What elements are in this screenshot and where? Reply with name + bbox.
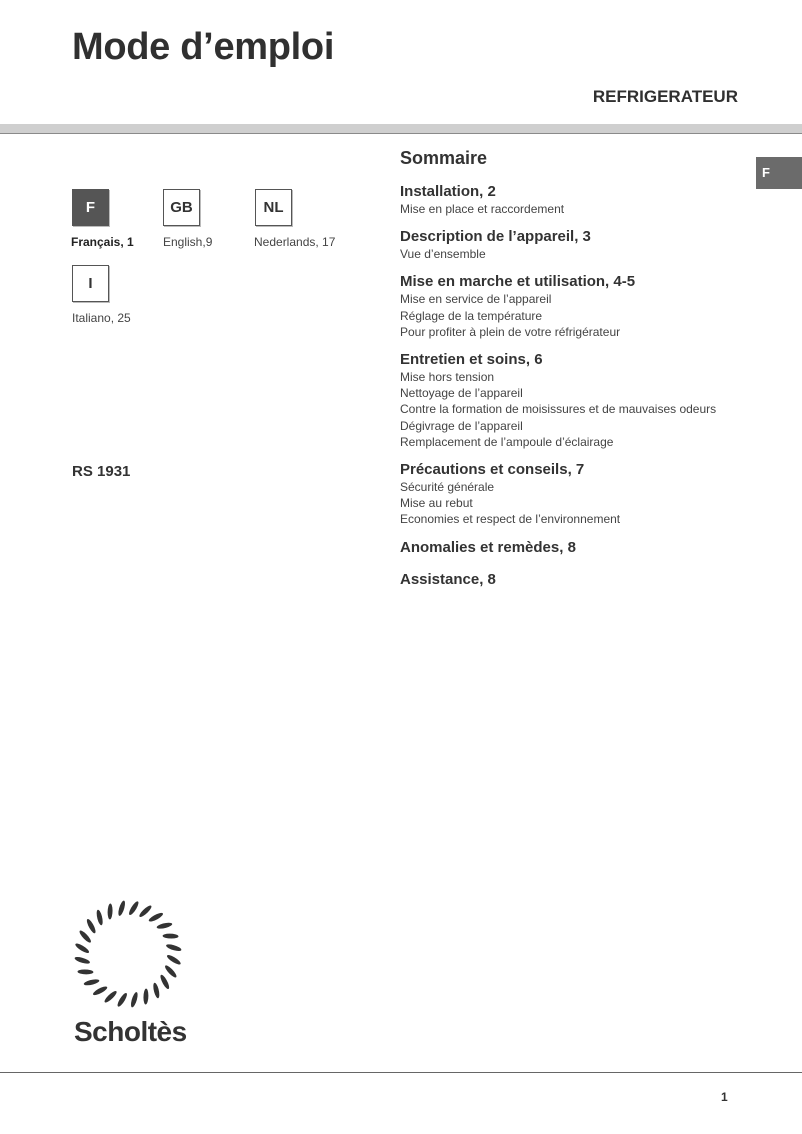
page-title: Mode d’emploi (72, 26, 335, 68)
lang-label-gb: English,9 (163, 235, 213, 249)
lang-box-f: F (72, 189, 109, 226)
sun-ray (116, 992, 129, 1007)
sun-ray (95, 909, 103, 927)
lang-label-nl: Nederlands, 17 (254, 235, 336, 249)
sun-ray (91, 985, 109, 996)
sun-ray (155, 921, 173, 929)
lang-label-i: Italiano, 25 (72, 311, 131, 325)
toc-section-title: Anomalies et remèdes, 8 (400, 538, 576, 556)
toc-section (400, 183, 760, 217)
toc-item: Mise au rebut (400, 496, 473, 511)
brand-wordmark: Scholtès (74, 1016, 187, 1047)
sun-ray (143, 988, 148, 1005)
header-divider (0, 124, 802, 134)
sun-ray (103, 990, 119, 1004)
toc-section-title: Installation, 2 (400, 183, 496, 200)
language-side-tab: F (756, 157, 802, 189)
sun-ray (75, 956, 91, 965)
sun-ray (162, 934, 179, 939)
toc-item: Vue d’ensemble (400, 247, 486, 262)
lang-label-f: Français, 1 (71, 235, 134, 249)
toc-item: Réglage de la température (400, 308, 543, 323)
toc-item: Remplacement de l’ampoule d’éclairage (400, 434, 614, 449)
footer-divider (0, 1072, 802, 1073)
toc-section (400, 351, 760, 450)
sun-ray (166, 953, 181, 966)
toc-item: Mise en service de l’appareil (400, 292, 552, 307)
toc-section (400, 273, 760, 340)
page-number: 1 (721, 1090, 728, 1104)
brand-sunburst-icon (70, 896, 186, 1012)
lang-box-gb: GB (163, 189, 200, 226)
sun-ray (138, 904, 154, 918)
toc-item: Economies et respect de l’environnement (400, 512, 621, 527)
lang-box-nl: NL (255, 189, 292, 226)
sun-ray (130, 992, 139, 1008)
sun-ray (75, 942, 90, 955)
toc-section (400, 228, 760, 262)
toc-section-title: Assistance, 8 (400, 570, 496, 588)
sun-ray (166, 943, 182, 952)
sun-ray (152, 981, 160, 999)
sun-ray (117, 901, 126, 917)
toc-item: Contre la formation de moisissures et de mauvaises odeurs (400, 402, 717, 417)
sun-ray (77, 969, 94, 974)
toc-section-title: Entretien et soins, 6 (400, 351, 543, 369)
toc-item: Sécurité générale (400, 480, 495, 495)
sun-ray (108, 903, 113, 920)
sun-ray (147, 912, 165, 923)
toc-section-title: Mise en marche et utilisation, 4-5 (400, 273, 636, 291)
toc-heading: Sommaire (400, 148, 488, 168)
toc-item: Dégivrage de l’appareil (400, 418, 523, 433)
table-of-contents (400, 148, 760, 600)
toc-item: Mise hors tension (400, 370, 495, 385)
product-type: REFRIGERATEUR (592, 87, 738, 106)
sun-ray (78, 929, 92, 945)
sun-ray (159, 973, 170, 991)
sun-ray (164, 964, 178, 980)
toc-item: Nettoyage de l’appareil (400, 386, 523, 401)
toc-item: Mise en place et raccordement (400, 202, 565, 216)
sun-ray (127, 901, 140, 916)
model-number: RS 1931 (72, 463, 131, 480)
sun-ray (83, 978, 101, 986)
lang-box-i: I (72, 265, 109, 302)
toc-section (400, 461, 760, 528)
toc-section (400, 571, 760, 589)
toc-section (400, 539, 760, 557)
toc-section-title: Précautions et conseils, 7 (400, 461, 585, 479)
toc-item: Pour profiter à plein de votre réfrigérateur (400, 324, 621, 339)
toc-section-title: Description de l’appareil, 3 (400, 228, 591, 246)
sun-ray (86, 917, 97, 935)
